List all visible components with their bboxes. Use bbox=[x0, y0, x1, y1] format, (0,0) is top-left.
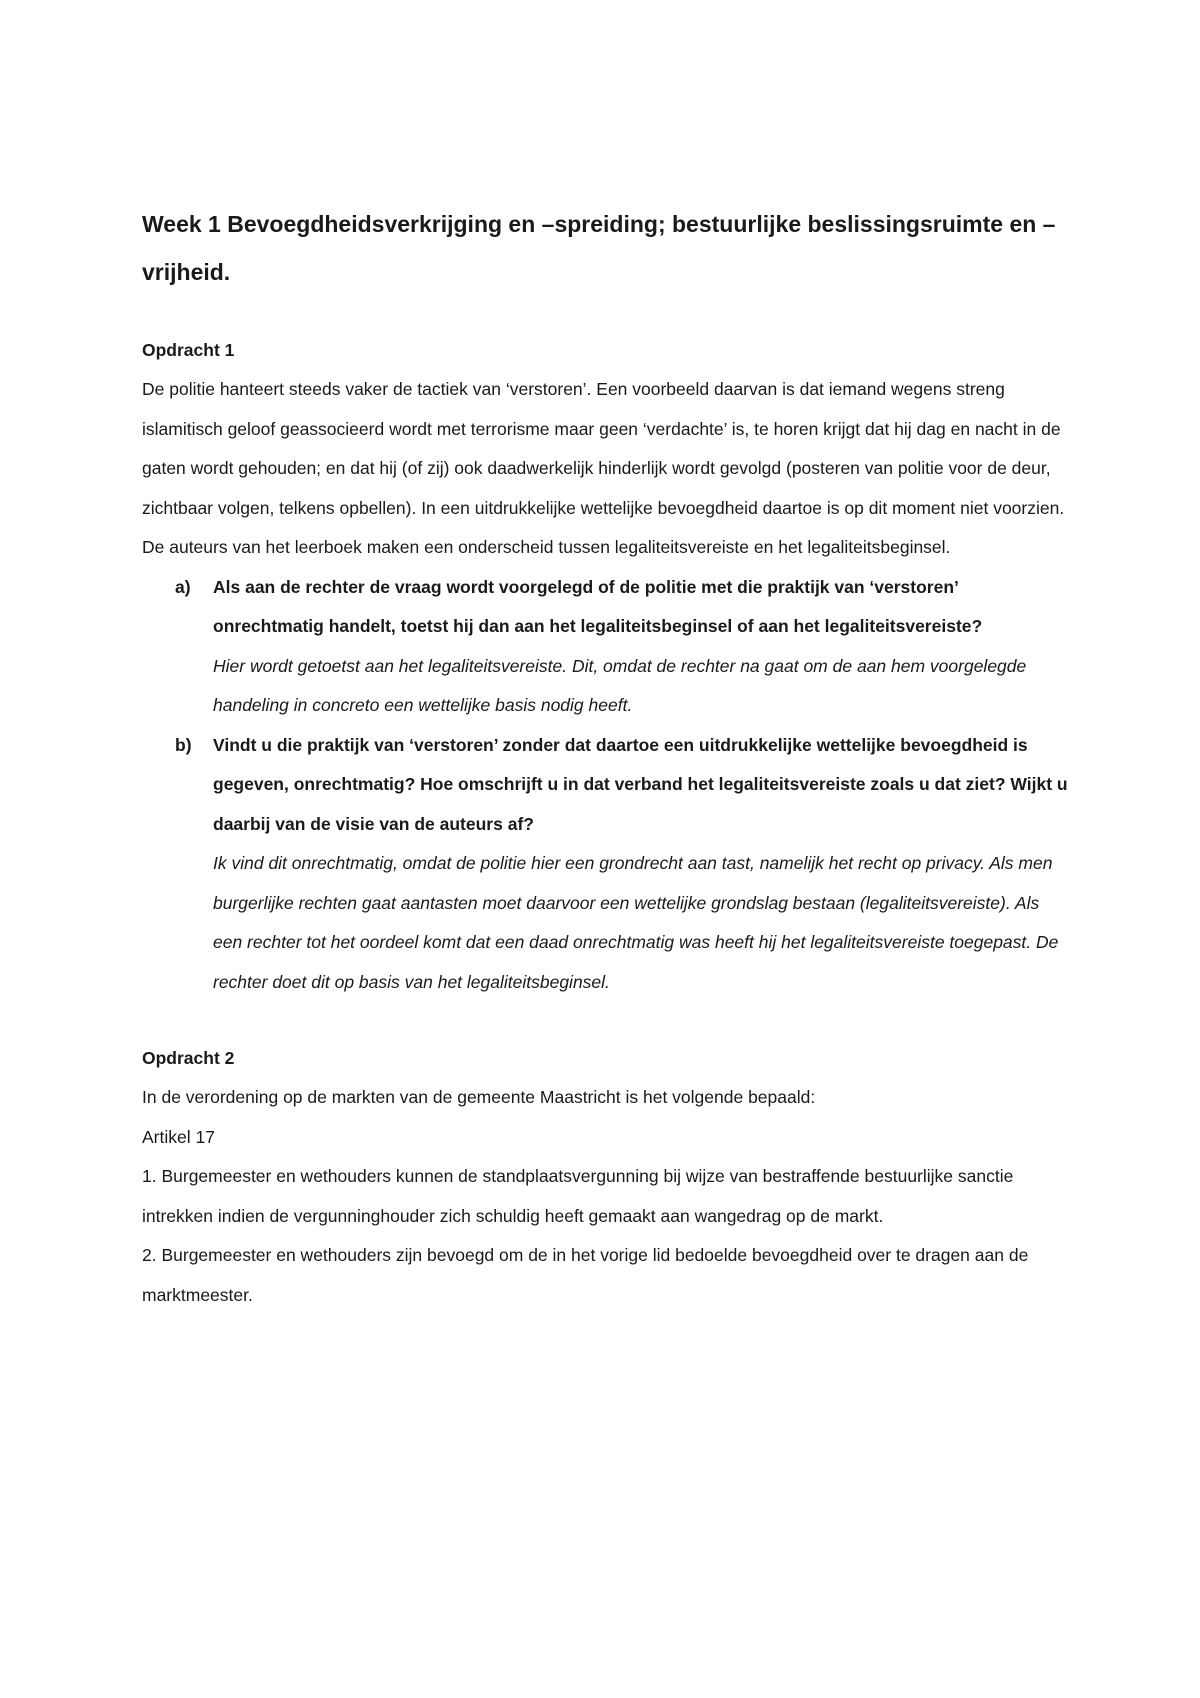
opdracht-2-intro: In de verordening op de markten van de gemeente Maastricht is het volgende bepaald: bbox=[142, 1087, 816, 1107]
opdracht-2-section bbox=[142, 1038, 1072, 1315]
question-text: Vindt u die praktijk van ‘verstoren’ zonder dat daartoe een uitdrukkelijke wettelijke bevoegdheid is gegeven, onrechtmatig? Hoe omschrijft u in dat verband het legaliteitsvereiste zoals u dat ziet? Wijkt u daarbij van de visie van de auteurs af? bbox=[213, 734, 1068, 834]
opdracht-1-context: De auteurs van het leerboek maken een onderscheid tussen legaliteitsvereiste en het legaliteitsbeginsel. bbox=[142, 537, 951, 557]
article-heading: Artikel 17 bbox=[142, 1126, 215, 1147]
spacer bbox=[142, 1002, 1072, 1038]
opdracht-1-heading: Opdracht 1 bbox=[142, 340, 235, 360]
answer-text: Hier wordt getoetst aan het legaliteitsvereiste. Dit, omdat de rechter na gaat om de aan hem voorgelegde handeling in concreto een wettelijke basis nodig heeft. bbox=[213, 655, 1027, 715]
question-item-b bbox=[142, 726, 1072, 1003]
document-title: Week 1 Bevoegdheidsverkrijging en –spreiding; bestuurlijke beslissingsruimte en –vrijheid. bbox=[142, 211, 1056, 285]
opdracht-1-intro: De politie hanteert steeds vaker de tactiek van ‘verstoren’. Een voorbeeld daarvan is dat iemand wegens streng islamitisch geloof geassocieerd wordt met terrorisme maar geen ‘verdachte’ is, te horen krijgt dat hij dag en nacht in de gaten wordt gehouden; en dat hij (of zij) ook daadwerkelijk hinderlijk wordt gevolgd (posteren van politie voor de deur, zichtbaar volgen, telkens opbellen). In een uitdrukkelijke wettelijke bevoegdheid daartoe is op dit moment niet voorzien. bbox=[142, 379, 1065, 518]
answer-text: Ik vind dit onrechtmatig, omdat de politie hier een grondrecht aan tast, namelijk het recht op privacy. Als men burgerlijke rechten gaat aantasten moet daarvoor een wettelijke grondslag bestaan (legaliteitsvereiste). Als een rechter tot het oordeel komt dat een daad onrechtmatig was heeft hij het legaliteitsvereiste toegepast. De rechter doet dit op basis van het legaliteitsbeginsel. bbox=[213, 853, 1059, 992]
opdracht-1-section bbox=[142, 330, 1072, 1002]
article-paragraph-2: 2. Burgemeester en wethouders zijn bevoegd om de in het vorige lid bedoelde bevoegdheid over te dragen aan de marktmeester. bbox=[142, 1245, 1029, 1305]
question-marker: a) bbox=[175, 576, 191, 597]
question-item-a bbox=[142, 568, 1072, 726]
document-page bbox=[142, 200, 1072, 1315]
article-paragraph-1: 1. Burgemeester en wethouders kunnen de standplaatsvergunning bij wijze van bestraffende bestuurlijke sanctie intrekken indien de vergunninghouder zich schuldig heeft gemaakt aan wangedrag op de markt. bbox=[142, 1166, 1014, 1226]
opdracht-2-heading: Opdracht 2 bbox=[142, 1048, 235, 1068]
question-marker: b) bbox=[175, 734, 192, 755]
question-list bbox=[142, 568, 1072, 1003]
spacer bbox=[142, 296, 1072, 330]
question-text: Als aan de rechter de vraag wordt voorgelegd of de politie met die praktijk van ‘verstoren’ onrechtmatig handelt, toetst hij dan aan het legaliteitsbeginsel of aan het legaliteitsvereiste? bbox=[213, 576, 983, 636]
